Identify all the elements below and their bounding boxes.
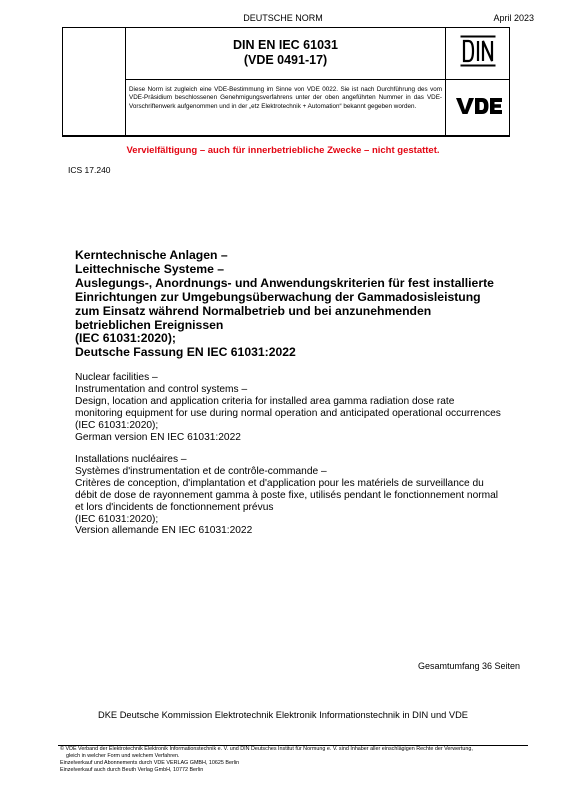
copyright-footer xyxy=(60,746,530,774)
din-logo xyxy=(460,35,496,67)
norm-type-label: DEUTSCHE NORM xyxy=(243,13,323,23)
title-line: Instrumentation and control systems – xyxy=(75,383,248,395)
title-line: (IEC 61031:2020); xyxy=(75,419,159,431)
vde-number: (VDE 0491-17) xyxy=(243,53,328,67)
title-line: betrieblichen Ereignissen xyxy=(75,317,224,332)
title-line: Einrichtungen zur Umgebungsüberwachung der Gammadosisleistung xyxy=(75,289,481,304)
standard-number: DIN EN IEC 61031 xyxy=(233,38,338,52)
vde-logo xyxy=(455,95,503,117)
reproduction-notice: Vervielfältigung – auch für innerbetriebliche Zwecke – nicht gestattet. xyxy=(126,145,440,156)
header-bottom-rule xyxy=(62,136,510,137)
title-line: Nuclear facilities – xyxy=(75,372,158,383)
title-line: monitoring equipment for use during normal operation and anticipated operational occurrences xyxy=(75,407,501,419)
title-german xyxy=(75,249,535,360)
publication-date: April 2023 xyxy=(493,13,534,23)
title-line: Critères de conception, d'implantation et d'application pour les matériels de surveillance du xyxy=(75,477,484,489)
title-line: Systèmes d'instrumentation et de contrôle-commande – xyxy=(75,465,327,477)
title-line: débit de dose de rayonnement gamma à poste fixe, utilisés pendant le fonctionnement normal xyxy=(75,489,499,501)
footer-line: © VDE Verband der Elektrotechnik Elektronik Informationstechnik e. V. und DIN Deutsches Institut für Normung e. V. sind Inhaber aller einschlägigen Rechte der Verwertung, xyxy=(60,746,473,752)
title-line: Design, location and application criteria for installed area gamma radiation dose rate xyxy=(75,395,455,407)
footer-line: Einzelverkauf und Abonnements durch VDE VERLAG GMBH, 10625 Berlin xyxy=(60,760,240,767)
title-english xyxy=(75,372,545,443)
title-line: Leittechnische Systeme – xyxy=(75,261,225,276)
header-divider-horizontal xyxy=(125,79,510,80)
title-line: German version EN IEC 61031:2022 xyxy=(75,431,241,443)
title-line: zum Einsatz während Normalbetrieb und bei anzunehmenden xyxy=(75,303,432,318)
standard-title xyxy=(126,38,445,68)
title-line: Version allemande EN IEC 61031:2022 xyxy=(75,525,253,537)
title-line: Auslegungs-, Anordnungs- und Anwendungskriterien für fest installierte xyxy=(75,275,494,290)
footer-line: gleich in welcher Form und welchem Verfahren. xyxy=(66,753,180,760)
header-divider-right xyxy=(445,27,446,136)
title-line: Installations nucléaires – xyxy=(75,454,187,465)
dke-line: DKE Deutsche Kommission Elektrotechnik Elektronik Informationstechnik in DIN und VDE xyxy=(98,710,468,720)
total-pages: Gesamtumfang 36 Seiten xyxy=(417,661,520,671)
footer-line: Einzelverkauf auch durch Beuth Verlag GmbH, 10772 Berlin xyxy=(60,767,204,774)
title-line: Kerntechnische Anlagen – xyxy=(75,248,228,262)
title-line: et lors d'incidents de fonctionnement prévus xyxy=(75,501,274,513)
title-french xyxy=(75,454,545,537)
ics-code: ICS 17.240 xyxy=(68,165,111,175)
title-line: (IEC 61031:2020); xyxy=(75,331,176,346)
vde-approval-note: Diese Norm ist zugleich eine VDE-Bestimmung im Sinne von VDE 0022. Sie ist nach Durchführung des vom VDE-Präsidium beschlossenen Genehmigungsverfahrens unter der oben angeführten Nummer in das VDE-Vorschriftenwerk aufgenommen und in der „etz Elektrotechnik + Automation“ bekannt gegeben worden. xyxy=(129,86,442,110)
title-line: (IEC 61031:2020); xyxy=(75,513,159,525)
title-line: Deutsche Fassung EN IEC 61031:2022 xyxy=(75,345,296,360)
